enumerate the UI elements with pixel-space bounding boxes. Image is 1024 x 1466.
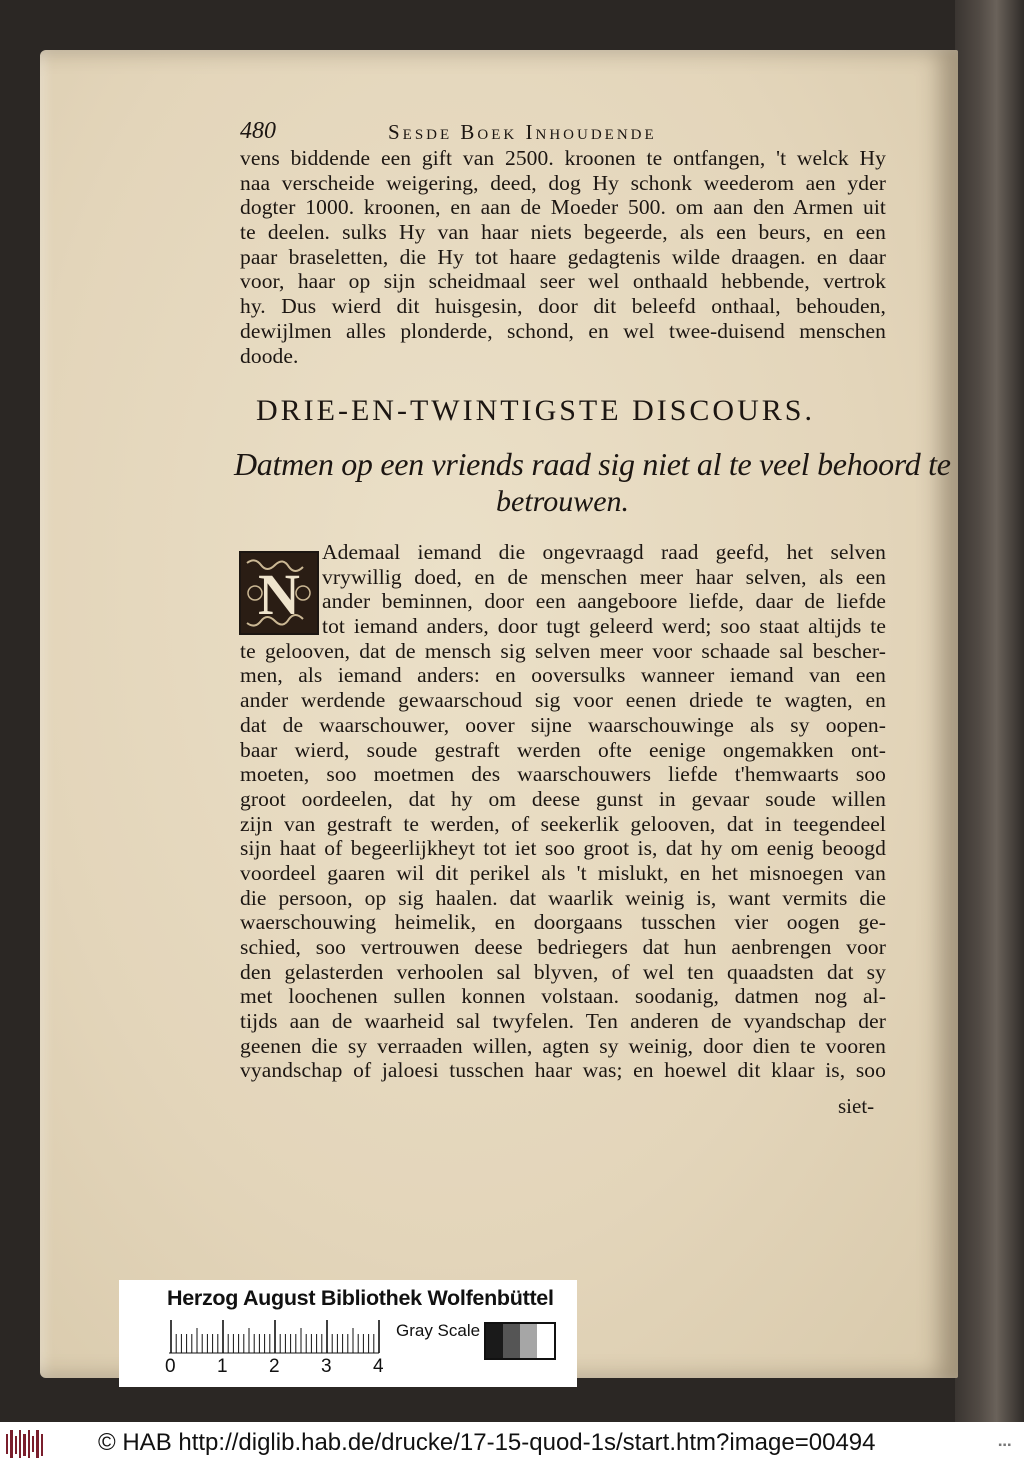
color-calibration-card bbox=[119, 1280, 577, 1387]
text-line: tot iemand anders, door tugt geleerd werd; soo staat altijds te bbox=[322, 614, 886, 639]
discourse-heading: DRIE-EN-TWINTIGSTE DISCOURS. bbox=[256, 394, 815, 427]
text-line: Ademaal iemand die ongevraagd raad geefd, het selven bbox=[322, 540, 886, 564]
text-line: ander werdende gewaarschoud sig voor eenen driede te wagten, en bbox=[240, 688, 886, 713]
text-line: vyandschap of jaloesi tusschen haar was; en hoewel dit klaar is, soo bbox=[240, 1058, 886, 1083]
text-line: dogter 1000. kroonen, en aan de Moeder 500. om aan den Armen uit bbox=[240, 195, 886, 220]
text-line: doode. bbox=[240, 343, 299, 368]
text-line: men, als iemand anders: en ooversulks wanneer iemand van een bbox=[240, 663, 886, 688]
initial-letter: N bbox=[258, 562, 300, 627]
copyright-link[interactable]: © HAB http://diglib.hab.de/drucke/17-15-quod-1s/start.htm?image=00494 bbox=[98, 1429, 876, 1456]
text-line: ander beminnen, door een aangeboore liefde, daar de liefde bbox=[322, 589, 886, 614]
text-line: voor, haar op sijn scheidmaal seer wel onthaald hebbende, vertrok bbox=[240, 269, 886, 294]
text-line: den gelasterden verhoolen sal blyven, of wel ten quaadsten dat sy bbox=[240, 959, 886, 984]
text-line: zijn van gestraft te werden, of seekerlik gelooven, dat in teegendeel bbox=[240, 811, 886, 836]
text-line: waerschouwing heimelik, en doorgaans tusschen vier oogen ge- bbox=[240, 910, 886, 935]
text-line: vrywillig doed, en de menschen meer haar selven, als een bbox=[322, 564, 886, 589]
text-line: tijds aan de waarheid sal twyfelen. Ten anderen de vyandschap der bbox=[240, 1009, 886, 1034]
text-line: groot oordeelen, dat hy om deese gunst in gevaar soude willen bbox=[240, 786, 886, 811]
corner-mark: ▪▪▪ bbox=[998, 1440, 1012, 1451]
main-paragraph bbox=[240, 540, 886, 1083]
scale-number: 3 bbox=[321, 1356, 332, 1377]
running-head bbox=[240, 118, 760, 146]
text-line: te gelooven, dat de mensch sig selven meer voor schaade sal bescher- bbox=[240, 638, 886, 663]
text-line: baar wierd, soude gestraft werden ofte eenige ongemakken ont- bbox=[240, 737, 886, 762]
grayscale-swatch bbox=[520, 1324, 537, 1358]
scale-number: 1 bbox=[217, 1356, 228, 1377]
text-line: vens biddende een gift van 2500. kroonen te ontfangen, 't welck Hy bbox=[240, 146, 886, 170]
viewer-footer bbox=[0, 1422, 1024, 1466]
grayscale-swatch bbox=[537, 1324, 554, 1358]
institution-name: Herzog August Bibliothek Wolfenbüttel bbox=[167, 1286, 554, 1310]
text-line: met loochenen sullen konnen volstaan. soodanig, datmen nog al- bbox=[240, 984, 886, 1009]
scale-number: 0 bbox=[165, 1356, 176, 1377]
text-line: dat de waarschouwer, oover sijne waarschouwinge als sy oopen- bbox=[240, 712, 886, 737]
ruler-scale-numbers bbox=[165, 1356, 395, 1380]
grayscale-swatches bbox=[484, 1322, 556, 1360]
page-number: 480 bbox=[240, 118, 276, 144]
grayscale-swatch bbox=[503, 1324, 520, 1358]
text-line: hy. Dus wierd dit huisgesin, door dit beleefd onthaal, behouden, bbox=[240, 294, 886, 319]
grayscale-label: Gray Scale bbox=[396, 1321, 481, 1340]
discourse-subtitle-continued: betrouwen. bbox=[496, 485, 630, 518]
text-line: geenen die sy verraaden willen, agten sy weinig, door dien te vooren bbox=[240, 1033, 886, 1058]
text-line: voordeel gaaren wil dit perikel als 't mislukt, en het misnoegen van bbox=[240, 860, 886, 885]
library-logo-icon bbox=[6, 1430, 46, 1458]
text-line: naa verscheide weigering, deed, dog Hy schonk weederom aen yder bbox=[240, 170, 886, 195]
text-line: dewijlmen alles plonderde, schond, en wel twee-duisend menschen bbox=[240, 318, 886, 343]
text-line: te deelen. sulks Hy van haar niets begeerde, als een beurs, en een bbox=[240, 220, 886, 245]
text-line: die persoon, op sig haalen. dat waarlik weinig is, want vermits die bbox=[240, 885, 886, 910]
grayscale-swatch bbox=[486, 1324, 503, 1358]
scale-number: 4 bbox=[373, 1356, 384, 1377]
top-paragraph bbox=[240, 146, 886, 368]
catchword: siet- bbox=[838, 1094, 875, 1118]
scale-number: 2 bbox=[269, 1356, 280, 1377]
text-line: paar braseletten, die Hy tot haare gedagtenis wilde draagen. en daar bbox=[240, 244, 886, 269]
measurement-ruler-icon bbox=[169, 1320, 383, 1354]
text-line: schied, soo vertrouwen deese bedriegers dat hun aenbrengen voor bbox=[240, 935, 886, 959]
running-title: Sesde Boek Inhoudende bbox=[388, 120, 657, 144]
book-gutter bbox=[955, 0, 1024, 1422]
discourse-subtitle: Datmen op een vriends raad sig niet al te veel behoord te bbox=[234, 446, 951, 482]
text-line: sijn haat of begeerlijkheyt tot iet soo groot is, dat hy om eenig beoogd bbox=[240, 836, 886, 861]
text-line: moeten, soo moetmen des waarschouwers liefde t'hemwaarts soo bbox=[240, 762, 886, 787]
